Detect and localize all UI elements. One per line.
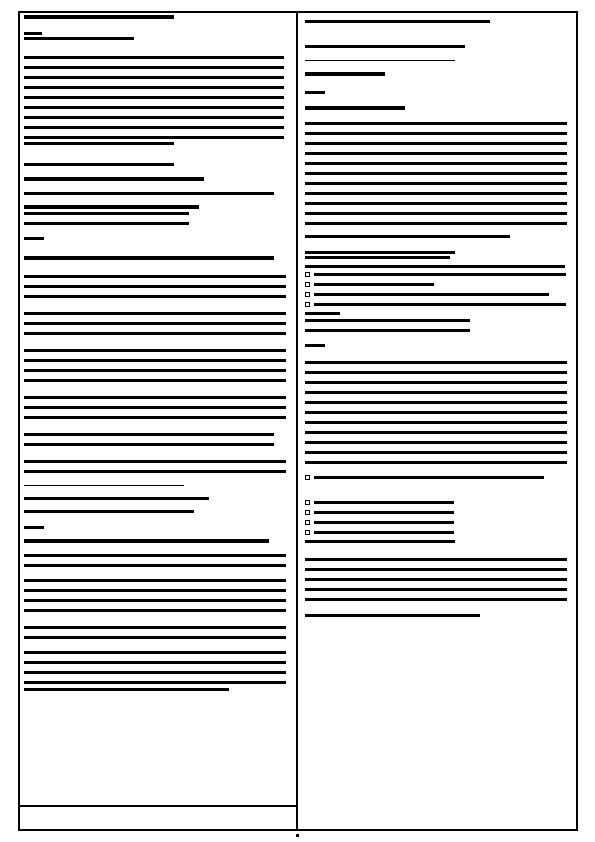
- left-heading: [24, 256, 274, 260]
- right-text-line: [305, 312, 340, 315]
- right-checkbox-row: [305, 530, 573, 535]
- right-checkbox-label: [314, 521, 454, 524]
- right-checkbox-label: [314, 531, 454, 534]
- right-text-line: [305, 256, 450, 259]
- right-checkbox-row: [305, 302, 573, 307]
- left-paragraph: [24, 349, 286, 382]
- left-paragraph: [24, 579, 286, 612]
- right-checkbox[interactable]: [305, 475, 310, 480]
- left-paragraph: [24, 651, 286, 684]
- right-heading: [305, 106, 405, 110]
- right-checkbox-label: [314, 303, 566, 306]
- footer-rule: [19, 805, 297, 807]
- right-text-line: [305, 361, 567, 464]
- right-text-line: [305, 344, 325, 347]
- right-checkbox[interactable]: [305, 282, 310, 287]
- left-text-line: [24, 510, 194, 513]
- right-paragraph: [305, 319, 470, 332]
- left-text-line: [24, 32, 42, 35]
- right-checkbox-label: [314, 476, 544, 479]
- left-heading: [24, 177, 204, 181]
- right-checkbox-row: [305, 510, 573, 515]
- left-text-line: [24, 142, 174, 145]
- right-checkbox-label: [314, 273, 566, 276]
- right-checkbox-label: [314, 511, 454, 514]
- right-checkbox-label: [314, 501, 454, 504]
- left-fill-in-line[interactable]: [24, 484, 184, 486]
- right-text-line: [305, 265, 565, 268]
- left-paragraph: [24, 396, 286, 419]
- right-checkbox[interactable]: [305, 272, 310, 277]
- right-text-line: [305, 251, 455, 254]
- right-paragraph: [305, 614, 480, 617]
- left-paragraph: [24, 460, 286, 473]
- right-checkbox-row: [305, 272, 573, 277]
- right-paragraph: [305, 540, 455, 543]
- right-checkbox-row: [305, 475, 573, 480]
- right-text-line: [305, 45, 465, 48]
- left-text-line: [24, 497, 209, 500]
- left-text-line: [24, 212, 189, 225]
- right-checkbox-row: [305, 520, 573, 525]
- left-paragraph: [24, 626, 286, 639]
- right-text-line: [305, 235, 510, 238]
- page-mark: [296, 834, 299, 837]
- right-paragraph: [305, 122, 567, 225]
- right-checkbox[interactable]: [305, 292, 310, 297]
- right-checkbox[interactable]: [305, 510, 310, 515]
- right-text-line: [305, 91, 325, 94]
- right-checkbox[interactable]: [305, 302, 310, 307]
- left-paragraph: [24, 312, 286, 335]
- right-checkbox[interactable]: [305, 520, 310, 525]
- right-checkbox-label: [314, 293, 549, 296]
- left-column: [24, 15, 292, 691]
- left-heading: [24, 539, 269, 543]
- left-paragraph: [24, 275, 286, 298]
- left-text-line: [24, 192, 274, 195]
- left-text-line: [24, 163, 174, 166]
- right-checkbox-row: [305, 282, 573, 287]
- left-paragraph: [24, 554, 286, 567]
- right-checkbox-label: [314, 283, 434, 286]
- left-paragraph: [24, 56, 284, 139]
- right-checkbox[interactable]: [305, 500, 310, 505]
- left-heading: [24, 205, 199, 209]
- left-text-line: [24, 433, 274, 446]
- right-fill-in-line[interactable]: [305, 59, 455, 61]
- right-checkbox-row: [305, 292, 573, 297]
- right-checkbox[interactable]: [305, 530, 310, 535]
- right-heading: [305, 72, 385, 76]
- column-divider: [296, 12, 298, 830]
- left-text-line: [24, 688, 229, 691]
- right-checkbox-row: [305, 500, 573, 505]
- left-heading: [24, 15, 174, 19]
- left-text-line: [24, 237, 44, 240]
- left-text-line: [24, 37, 134, 40]
- right-text-line: [305, 558, 567, 601]
- left-text-line: [24, 526, 44, 529]
- right-column: [305, 15, 573, 617]
- right-text-line: [305, 20, 490, 23]
